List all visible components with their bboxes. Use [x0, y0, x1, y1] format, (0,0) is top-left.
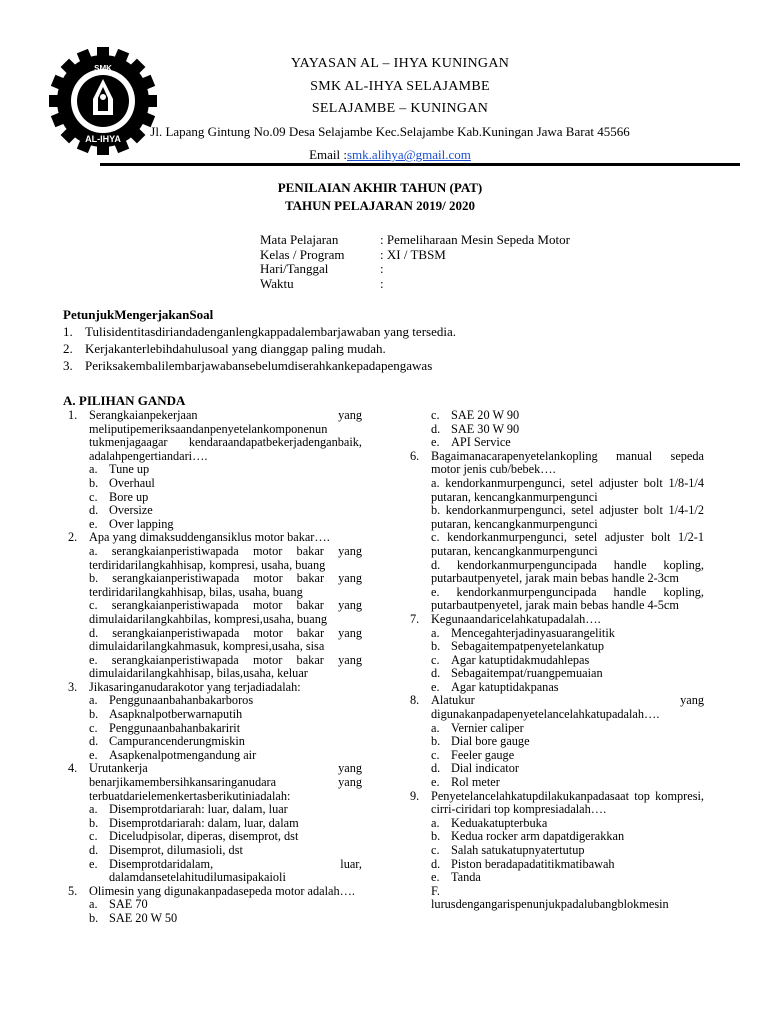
option-letter: a. [431, 625, 440, 640]
question-text: Jikasaringanudarakotor yang terjadiadalah: [89, 679, 301, 694]
option-text: Bore up [109, 489, 149, 504]
option-letter: e. [89, 747, 98, 762]
question-item [68, 762, 362, 884]
foundation-name: YAYASAN AL – IHYA KUNINGAN [290, 56, 510, 71]
answer-option [89, 477, 362, 491]
option-letter: e. [431, 870, 440, 885]
meta-label: Hari/Tanggal [260, 261, 329, 276]
answer-option [431, 667, 704, 681]
option-text: Sebagaitempat/ruangpemuaian [451, 666, 603, 681]
answer-option [431, 681, 704, 695]
instruction-text: Tulisidentitasdiriandadenganlengkappadalembarjawaban yang tersedia. [85, 324, 456, 339]
option-letter: a. [89, 897, 98, 912]
option-letter: e. [89, 856, 98, 871]
option-letter: c. [431, 408, 440, 422]
option-letter: c. [431, 747, 440, 762]
answer-option: d. serangkaianperistiwapada motor bakar yang dimulaidarilangkahmasuk, kompresi,usaha, sisa [89, 625, 362, 654]
question-number: 2. [68, 530, 78, 545]
option-text: Over lapping [109, 516, 174, 531]
answer-option: a. kendorkanmurpengunci, setel adjuster bolt 1/8-1/4 putaran, kencangkanmurpengunci [431, 475, 704, 504]
answer-option: d. kendorkanmurpenguncipada handle kopling, putarbautpenyetel, jarak main bebas handle 2-3cm [431, 557, 704, 586]
email-line [100, 147, 680, 163]
meta-row [260, 248, 570, 263]
option-letter: b. [431, 829, 441, 844]
answer-option [89, 694, 362, 708]
answer-option [431, 627, 704, 641]
answer-option [431, 858, 704, 872]
option-text: Campurancenderungmiskin [109, 734, 245, 749]
option-text: API Service [451, 435, 511, 450]
option-letter: c. [89, 720, 98, 735]
question-item [410, 450, 704, 613]
answer-option [89, 491, 362, 505]
answer-option [431, 871, 704, 885]
answer-option [89, 898, 362, 912]
option-text: Disemprotdariarah: luar, dalam, luar [109, 802, 288, 817]
instruction-item [63, 323, 456, 340]
instruction-number: 3. [63, 358, 73, 373]
option-text: Disemprotdaridalam, luar, dalamdansetelahitudilumasipakaioli [109, 856, 362, 885]
option-letter: a. [89, 462, 98, 477]
option-text: Tanda [451, 870, 481, 885]
option-text: Keduakatupterbuka [451, 815, 548, 830]
question-item [410, 790, 704, 912]
question-item [68, 885, 362, 926]
school-address: Jl. Lapang Gintung No.09 Desa Selajambe Kec.Selajambe Kab.Kuningan Jawa Barat 45566 [150, 124, 630, 139]
option-letter: b. [431, 639, 441, 654]
answer-option [89, 749, 362, 763]
meta-value: : [380, 261, 384, 276]
answer-option [89, 708, 362, 722]
header-divider [100, 163, 740, 166]
meta-value: : XI / TBSM [380, 246, 446, 262]
option-text: Disemprot, dilumasioli, dst [109, 843, 243, 857]
answer-option: b. kendorkanmurpengunci, setel adjuster bolt 1/4-1/2 putaran, kencangkanmurpengunci [431, 503, 704, 531]
option-text: Dial bore gauge [451, 734, 530, 749]
exam-year: TAHUN PELAJARAN 2019/ 2020 [284, 198, 476, 213]
exam-title: PENILAIAN AKHIR TAHUN (PAT) [277, 180, 483, 195]
option-letter: d. [431, 421, 441, 436]
option-letter: c. [431, 843, 440, 857]
questions-left-column [68, 409, 362, 926]
question-item [410, 694, 704, 789]
instructions-list [63, 323, 456, 374]
option-letter: a. [89, 693, 98, 708]
question-number: 7. [410, 611, 420, 626]
answer-option [89, 803, 362, 817]
meta-value: : [380, 275, 384, 291]
answer-option [431, 776, 704, 790]
instruction-number: 1. [63, 324, 73, 339]
option-letter: b. [89, 910, 99, 925]
option-text: SAE 20 W 50 [109, 910, 178, 925]
answer-option [431, 762, 704, 776]
option-text: SAE 30 W 90 [451, 421, 520, 436]
option-letter: e. [431, 679, 440, 694]
option-letter: d. [89, 503, 99, 518]
option-tail-letter: F. [431, 883, 440, 898]
section-title: A. PILIHAN GANDA [63, 393, 186, 408]
answer-option [89, 817, 362, 831]
option-letter: a. [431, 720, 440, 735]
answer-option: e. kendorkanmurpenguncipada handle kopling, putarbautpenyetel, jarak main bebas handle 4-5cm [431, 584, 704, 613]
answer-option [89, 912, 362, 926]
question-text: Kegunaandaricelahkatupadalah…. [431, 611, 601, 626]
option-text: SAE 20 W 90 [451, 408, 520, 422]
option-text: Piston beradapadatitikmatibawah [451, 856, 615, 871]
question-item [68, 531, 362, 681]
logo-text-bottom: AL-IHYA [85, 134, 121, 144]
option-letter: a. [89, 802, 98, 817]
option-text: Diceludpisolar, diperas, disemprot, dst [109, 829, 299, 844]
exam-meta [260, 233, 570, 291]
answer-option [89, 844, 362, 858]
option-letter: e. [431, 435, 440, 450]
email-link[interactable]: smk.alihya@gmail.com [347, 147, 471, 162]
meta-value: : Pemeliharaan Mesin Sepeda Motor [380, 232, 570, 247]
question-text: Urutankerja yang benarjikamembersihkansaringanudara yang terbuatdarielemenkertasberikutiniadalah: [89, 761, 362, 803]
answer-option [431, 749, 704, 763]
question-number: 6. [410, 448, 420, 463]
school-name: SMK AL-IHYA SELAJAMBE [310, 79, 490, 94]
option-text: Salah satukatupnyatertutup [451, 843, 585, 857]
question-number: 3. [68, 679, 78, 694]
option-letter: d. [89, 734, 99, 749]
option-letter: c. [431, 652, 440, 667]
questions-right-column [410, 409, 704, 912]
option-text: SAE 70 [109, 897, 148, 912]
answer-option [431, 423, 704, 437]
option-letter: d. [431, 666, 441, 681]
meta-label: Kelas / Program [260, 246, 345, 262]
instruction-item [63, 340, 456, 357]
option-text: Overhaul [109, 475, 155, 490]
answer-option [431, 817, 704, 831]
option-text: Agar katuptidakmudahlepas [451, 652, 590, 667]
question-item [68, 409, 362, 531]
option-letter: c. [89, 829, 98, 844]
answer-option: c. kendorkanmurpengunci, setel adjuster bolt 1/2-1 putaran, kencangkanmurpengunci [431, 530, 704, 558]
question-number: 5. [68, 883, 78, 898]
option-letter: d. [431, 761, 441, 776]
answer-option [89, 463, 362, 477]
option-text: Asapkenalpotmengandung air [109, 747, 257, 762]
option-letter: e. [89, 516, 98, 531]
question-text: Alatukur yang digunakanpadapenyetelancelahkatupadalah…. [431, 693, 704, 722]
option-letter: b. [89, 707, 99, 722]
question-number: 9. [410, 788, 420, 803]
question-text: Bagaimanacarapenyetelankopling manual sepeda motor jenis cub/bebek…. [431, 448, 704, 477]
answer-option: e. serangkaianperistiwapada motor bakar yang dimulaidarilangkahhisap, bilas,usaha, keluar [89, 652, 362, 681]
option-text: Rol meter [451, 775, 500, 790]
option-text: Kedua rocker arm dapatdigerakkan [451, 829, 625, 844]
option-letter: a. [431, 815, 440, 830]
instructions [63, 306, 456, 374]
answer-option [431, 722, 704, 736]
question-text: Apa yang dimaksuddengansiklus motor bakar…. [89, 530, 330, 545]
option-letter: d. [431, 856, 441, 871]
answer-option: b. serangkaianperistiwapada motor bakar yang terdiridarilangkahhisap, bilas, usaha, buang [89, 571, 362, 599]
answer-option [431, 409, 704, 423]
instruction-text: Periksakembalilembarjawabansebelumdiserahkankepadapengawas [85, 358, 433, 373]
option-text: Feeler gauge [451, 747, 515, 762]
answer-option [89, 722, 362, 736]
question-text: Penyetelancelahkatupdilakukanpadasaat top kompresi, cirri-ciridari top kompresiadalah…. [431, 788, 704, 817]
option-text: Disemprotdariarah: dalam, luar, dalam [109, 815, 299, 830]
question-number: 8. [410, 693, 420, 708]
option-text: Mencegahterjadinyasuarangelitik [451, 625, 615, 640]
option-text: Oversize [109, 503, 153, 518]
answer-option [89, 830, 362, 844]
instructions-heading: PetunjukMengerjakanSoal [63, 307, 214, 322]
meta-row [260, 262, 570, 277]
instruction-number: 2. [63, 341, 73, 356]
question-item [68, 681, 362, 763]
answer-option [431, 735, 704, 749]
option-text: Tune up [109, 462, 150, 477]
option-text: Dial indicator [451, 761, 519, 776]
question-number: 4. [68, 761, 78, 776]
meta-label: Mata Pelajaran [260, 232, 339, 247]
question-text: Olimesin yang digunakanpadasepeda motor adalah…. [89, 883, 356, 898]
logo-text-top: SMK [94, 64, 112, 73]
answer-option [89, 518, 362, 532]
answer-option [431, 640, 704, 654]
answer-option: a. serangkaianperistiwapada motor bakar yang terdiridarilangkahhisap, kompresi, usaha, buang [89, 543, 362, 572]
answer-option [89, 735, 362, 749]
option-text: Penggunaanbahanbakarboros [109, 693, 254, 708]
answer-option: c. serangkaianperistiwapada motor bakar yang dimulaidarilangkahbilas, kompresi,usaha, buang [89, 598, 362, 626]
answer-option [431, 654, 704, 668]
answer-option [431, 830, 704, 844]
option-letter: e. [431, 775, 440, 790]
instruction-text: Kerjakanterlebihdahulusoal yang dianggap paling mudah. [85, 341, 386, 356]
answer-option [431, 436, 704, 450]
option-tail-text: lurusdengangarispenunjukpadalubangblokmesin [431, 897, 669, 912]
meta-label: Waktu [260, 275, 294, 291]
option-letter: c. [89, 489, 98, 504]
question-text: Serangkaianpekerjaan yang meliputipemeriksaandanpenyetelankomponenun tukmenjagaagar kendaraandapatbekerjadenganbaik, adalahpengertiandari…. [89, 408, 362, 463]
option-text: Vernier caliper [451, 720, 524, 735]
question-continuation [410, 409, 704, 450]
option-text: Penggunaanbahanbakaririt [109, 720, 241, 735]
instruction-item [63, 357, 456, 374]
option-letter: b. [89, 475, 99, 490]
option-letter: d. [89, 843, 99, 857]
option-letter: b. [89, 815, 99, 830]
question-item [410, 613, 704, 695]
option-letter: b. [431, 734, 441, 749]
option-text: Sebagaitempatpenyetelankatup [451, 639, 604, 654]
answer-option [89, 858, 362, 885]
answer-option [431, 844, 704, 858]
option-text: Asapknalpotberwarnaputih [109, 707, 243, 722]
email-label: Email : [309, 147, 347, 162]
option-text: Agar katuptidakpanas [451, 679, 559, 694]
meta-row [260, 277, 570, 292]
school-location: SELAJAMBE – KUNINGAN [311, 101, 489, 116]
question-number: 1. [68, 408, 78, 422]
meta-row [260, 233, 570, 248]
answer-option [89, 504, 362, 518]
